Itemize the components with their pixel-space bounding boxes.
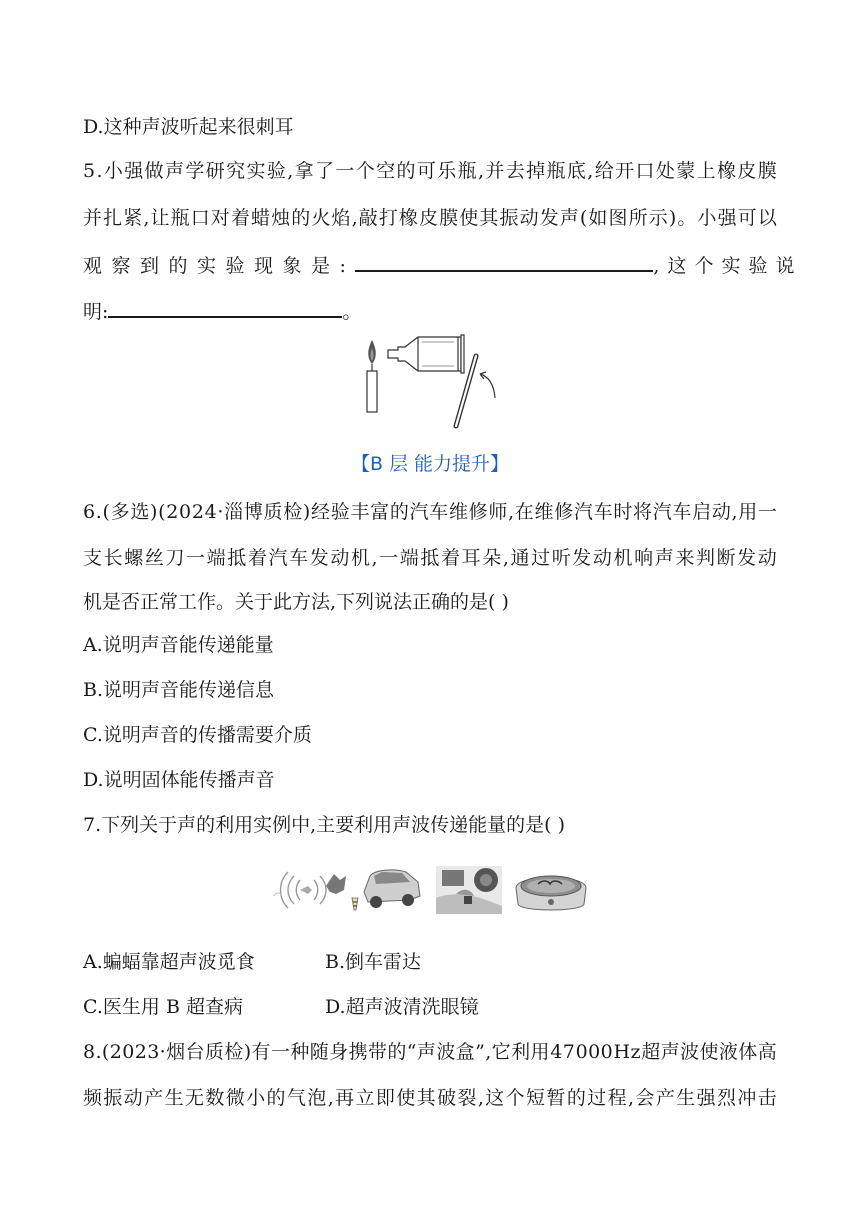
car-radar-icon [350,862,422,914]
ultrasonic-cleaner-icon [512,866,590,916]
q7-options-row-2 [83,995,479,1019]
q8-line-2: 频 振 动 产 生 无 数 微 小 的 气 泡 , 再 立 即 使 其 破 裂 , 这 个 短 暂 的 过 程 , 会 产 生 强 烈 冲 击 [83,1087,777,1109]
answer-blank-2[interactable] [108,298,342,318]
candle-bottle-diagram [358,334,508,434]
q6-option-c: C.说明声音的传播需要介质 [83,724,312,746]
answer-blank-1[interactable] [355,252,653,272]
q6-line-1: 6 . ( 多 选 ) ( 2 0 2 4 · 淄 博 质 检 ) 经 验 丰 富 的 汽 车 维 修 师 , 在 维 修 汽 车 时 将 汽 车 启 动 , 用 一 [83,501,777,523]
q6-option-d: D.说明固体能传播声音 [83,769,275,791]
q6-line-2: 支 长 螺 丝 刀 一 端 抵 着 汽 车 发 动 机 , 一 端 抵 着 耳 朵 , 通 过 听 发 动 机 响 声 来 判 断 发 动 [83,547,777,569]
q7-option-b: B.倒车雷达 [325,951,422,973]
bat-icon [270,866,350,914]
q7-line-1: 7.下列关于声的利用实例中,主要利用声波传递能量的是( ) [83,814,566,836]
q6-option-b: B.说明声音能传递信息 [83,679,275,701]
q5-line-3 [83,252,803,278]
q7-options-row-1 [83,950,422,974]
q5-line-3-text: 观察到的实验现象是: [83,255,356,277]
q5-line-1: 5 . 小 强 做 声 学 研 究 实 验 , 拿 了 一 个 空 的 可 乐 瓶 , 并 去 掉 瓶 底 , 给 开 口 处 蒙 上 橡 皮 膜 [83,160,777,182]
q7-option-c: C.医生用 B 超查病 [83,996,243,1018]
bottle-icon [388,335,464,373]
q5-line-4 [83,298,361,324]
q7-option-d: D.超声波清洗眼镜 [325,996,479,1018]
q4-option-d: D.这种声波听起来很刺耳 [83,116,294,138]
q6-option-a: A.说明声音能传递能量 [83,634,274,656]
q5-line-4-text: 明: [83,301,109,323]
section-heading-b: 【B 层 能力提升】 [350,453,510,475]
q8-line-1: 8 . ( 2 0 2 3 · 烟 台 质 检 ) 有 一 种 随 身 携 带 的 “ 声 波 盒 ” , 它 利 用 4 7 0 0 0 H z 超 声 波 使 液 体 高 [83,1041,777,1063]
q5-line-2: 并 扎 紧 , 让 瓶 口 对 着 蜡 烛 的 火 焰 , 敲 打 橡 皮 膜 使 其 振 动 发 声 ( 如 图 所 示 ) 。 小 强 可 以 [83,207,777,229]
q5-line-3-tail: ,这个实验说 [653,255,803,277]
q6-line-3: 机是否正常工作。关于此方法,下列说法正确的是( ) [83,591,509,613]
q5-line-4-tail: 。 [342,301,362,323]
q7-option-a: A.蝙蝠靠超声波觅食 [83,951,255,973]
candle-icon [367,371,377,412]
b-ultrasound-icon [436,866,502,914]
